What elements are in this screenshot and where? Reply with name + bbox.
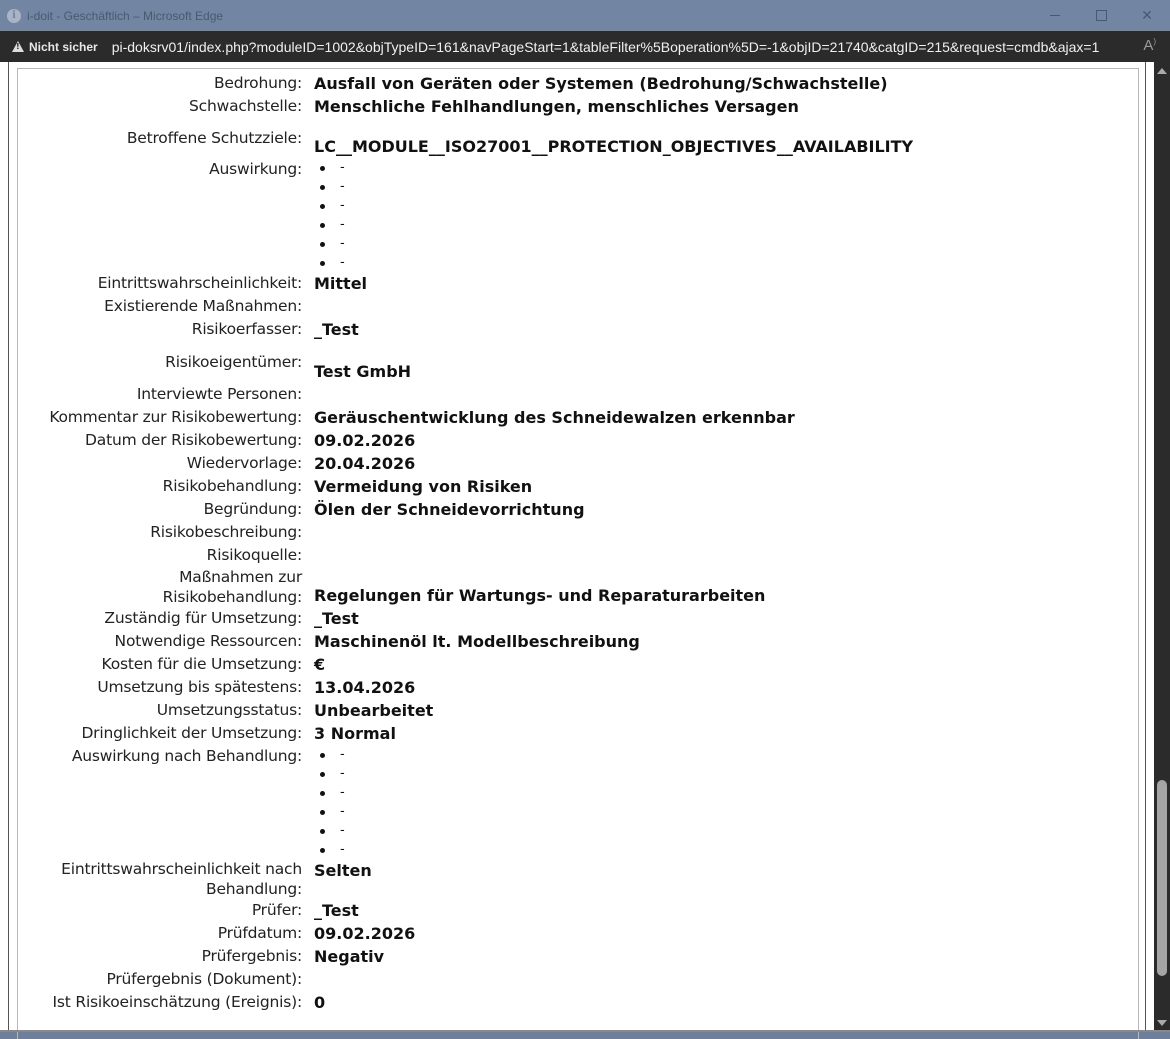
row-schwachstelle — [18, 95, 913, 118]
maximize-button[interactable] — [1078, 0, 1124, 31]
row-pruefergebnis-dokument — [18, 968, 913, 991]
field-value: _Test — [314, 609, 359, 628]
row-kommentar — [18, 406, 913, 429]
list-item: - — [314, 177, 913, 196]
list-item: - — [314, 840, 913, 859]
field-value: 20.04.2026 — [314, 454, 416, 473]
warning-icon[interactable] — [12, 41, 24, 52]
field-label: Risikobeschreibung: — [150, 523, 302, 541]
field-label: Risikoquelle: — [206, 546, 302, 564]
scrollbar-thumb[interactable] — [1157, 780, 1167, 976]
list-item: - — [314, 234, 913, 253]
field-value: 09.02.2026 — [314, 924, 416, 943]
field-label-line1: Eintrittswahrscheinlichkeit nach — [61, 860, 302, 878]
field-value: LC__MODULE__ISO27001__PROTECTION_OBJECTIVES__AVAILABILITY — [314, 137, 914, 156]
field-label: Notwendige Ressourcen: — [114, 632, 302, 650]
field-value: _Test — [314, 320, 359, 339]
close-button[interactable] — [1124, 0, 1170, 31]
field-label: Prüfdatum: — [217, 924, 302, 942]
field-value — [314, 383, 913, 406]
field-label: Umsetzung bis spätestens: — [97, 678, 302, 696]
field-label: Risikoerfasser: — [191, 320, 302, 338]
row-existierende-massnahmen — [18, 295, 913, 318]
field-value-list — [314, 745, 913, 859]
field-label: Ist Risikoeinschätzung (Ereignis): — [52, 993, 302, 1011]
scroll-up-arrow-icon[interactable] — [1157, 68, 1167, 74]
row-datum-risikobewertung — [18, 429, 913, 452]
row-dringlichkeit — [18, 722, 913, 745]
row-kosten — [18, 653, 913, 676]
field-value: Test GmbH — [314, 362, 412, 381]
field-label: Kommentar zur Risikobewertung: — [49, 408, 302, 426]
frame-border-left — [8, 62, 9, 1032]
field-value — [314, 968, 913, 991]
field-label: Auswirkung: — [209, 160, 302, 178]
list-item: - — [314, 158, 913, 177]
row-notwendige-ressourcen — [18, 630, 913, 653]
field-label — [18, 859, 314, 899]
field-label: Betroffene Schutzziele: — [126, 129, 302, 147]
list-item: - — [314, 783, 913, 802]
field-label: Auswirkung nach Behandlung: — [71, 747, 302, 765]
field-label: Umsetzungsstatus: — [156, 701, 302, 719]
list-item: - — [314, 802, 913, 821]
row-betroffene-schutzziele — [18, 118, 913, 158]
address-bar — [0, 31, 1170, 63]
row-massnahmen-risikobehandlung — [18, 567, 913, 607]
row-ist-risikoeinschaetzung — [18, 991, 913, 1014]
field-value: 13.04.2026 — [314, 678, 416, 697]
field-value: Negativ — [314, 947, 385, 966]
field-label: Risikobehandlung: — [162, 477, 302, 495]
field-label — [18, 567, 314, 607]
row-risikoerfasser — [18, 318, 913, 341]
field-value: Regelungen für Wartungs- und Reparaturarbeiten — [314, 586, 766, 605]
row-zustaendig — [18, 607, 913, 630]
field-label: Existierende Maßnahmen: — [104, 297, 302, 315]
field-label-line1: Maßnahmen zur — [179, 568, 302, 586]
list-item: - — [314, 764, 913, 783]
vertical-scrollbar[interactable] — [1154, 62, 1170, 1032]
close-icon: ✕ — [1141, 7, 1153, 24]
field-value: 3 Normal — [314, 724, 396, 743]
row-umsetzungsstatus — [18, 699, 913, 722]
row-risikoquelle — [18, 544, 913, 567]
field-label-line2: Behandlung: — [206, 880, 302, 898]
field-value: Maschinenöl lt. Modellbeschreibung — [314, 632, 640, 651]
field-value — [314, 521, 913, 544]
row-pruefdatum — [18, 922, 913, 945]
field-label: Kosten für die Umsetzung: — [101, 655, 302, 673]
field-label: Schwachstelle: — [189, 97, 302, 115]
list-item: - — [314, 821, 913, 840]
list-item: - — [314, 745, 913, 764]
window-controls — [1032, 0, 1170, 31]
field-value-list — [314, 158, 913, 272]
row-auswirkung-nach-behandlung — [18, 745, 913, 859]
row-umsetzung-bis — [18, 676, 913, 699]
row-risikoeigentuemer — [18, 341, 913, 383]
field-label: Risikoeigentümer: — [165, 353, 302, 371]
minimize-icon — [1050, 15, 1060, 16]
field-label-line2: Risikobehandlung: — [162, 588, 302, 606]
row-risikobehandlung — [18, 475, 913, 498]
field-label: Dringlichkeit der Umsetzung: — [81, 724, 302, 742]
list-item: - — [314, 215, 913, 234]
field-value: Unbearbeitet — [314, 701, 434, 720]
field-value: Vermeidung von Risiken — [314, 477, 533, 496]
title-bar[interactable] — [0, 0, 1170, 31]
list-item: - — [314, 253, 913, 272]
field-label: Bedrohung: — [213, 74, 302, 92]
security-indicator[interactable]: Nicht sicher — [29, 39, 98, 54]
row-begruendung — [18, 498, 913, 521]
field-value: Geräuschentwicklung des Schneidewalzen erkennbar — [314, 408, 795, 427]
auswirkung-list — [314, 158, 913, 272]
read-aloud-icon[interactable]: A) — [1143, 37, 1156, 54]
field-value: 09.02.2026 — [314, 431, 416, 450]
url-field[interactable]: pi-doksrv01/index.php?moduleID=1002&objTypeID=161&navPageStart=1&tableFilter%5Boperation%5D=-1&objID=21740&catgID=215&request=cmdb&ajax=1 — [111, 38, 1100, 55]
row-pruefergebnis — [18, 945, 913, 968]
maximize-icon — [1096, 10, 1107, 21]
field-label: Wiedervorlage: — [186, 454, 302, 472]
minimize-button[interactable] — [1032, 0, 1078, 31]
field-label: Interviewte Personen: — [136, 385, 302, 403]
row-eintrittswahrscheinlichkeit — [18, 272, 913, 295]
field-label: Eintrittswahrscheinlichkeit: — [97, 274, 302, 292]
auswirkung-nach-behandlung-list — [314, 745, 913, 859]
field-value: Selten — [314, 861, 372, 880]
field-value — [314, 295, 913, 318]
field-label: Zuständig für Umsetzung: — [104, 609, 302, 627]
field-value — [314, 544, 913, 567]
page-content — [0, 62, 1170, 1032]
row-auswirkung — [18, 158, 913, 272]
row-wiedervorlage — [18, 452, 913, 475]
row-pruefer — [18, 899, 913, 922]
field-value: € — [314, 655, 326, 674]
field-value: 0 — [314, 993, 326, 1012]
list-item: - — [314, 196, 913, 215]
field-value: Ausfall von Geräten oder Systemen (Bedrohung/Schwachstelle) — [314, 74, 888, 93]
info-icon[interactable]: i — [7, 9, 21, 23]
field-value: Ölen der Schneidevorrichtung — [314, 500, 585, 519]
window-title: i-doit - Geschäftlich – Microsoft Edge — [27, 8, 224, 23]
field-value: Menschliche Fehlhandlungen, menschliches Versagen — [314, 97, 799, 116]
risk-properties-table — [18, 72, 913, 1014]
row-eintrittswahrscheinlichkeit-nach-behandlung — [18, 859, 913, 899]
field-label: Datum der Risikobewertung: — [85, 431, 302, 449]
row-risikobeschreibung — [18, 521, 913, 544]
scroll-down-arrow-icon[interactable] — [1157, 1020, 1167, 1026]
field-label: Prüfergebnis: — [201, 947, 302, 965]
field-value: Mittel — [314, 274, 368, 293]
field-value: _Test — [314, 901, 359, 920]
field-label: Prüfergebnis (Dokument): — [106, 970, 302, 988]
row-interviewte-personen — [18, 383, 913, 406]
field-label: Begründung: — [203, 500, 302, 518]
field-label: Prüfer: — [251, 901, 302, 919]
row-bedrohung — [18, 72, 913, 95]
frame-border-right — [1145, 62, 1146, 1032]
